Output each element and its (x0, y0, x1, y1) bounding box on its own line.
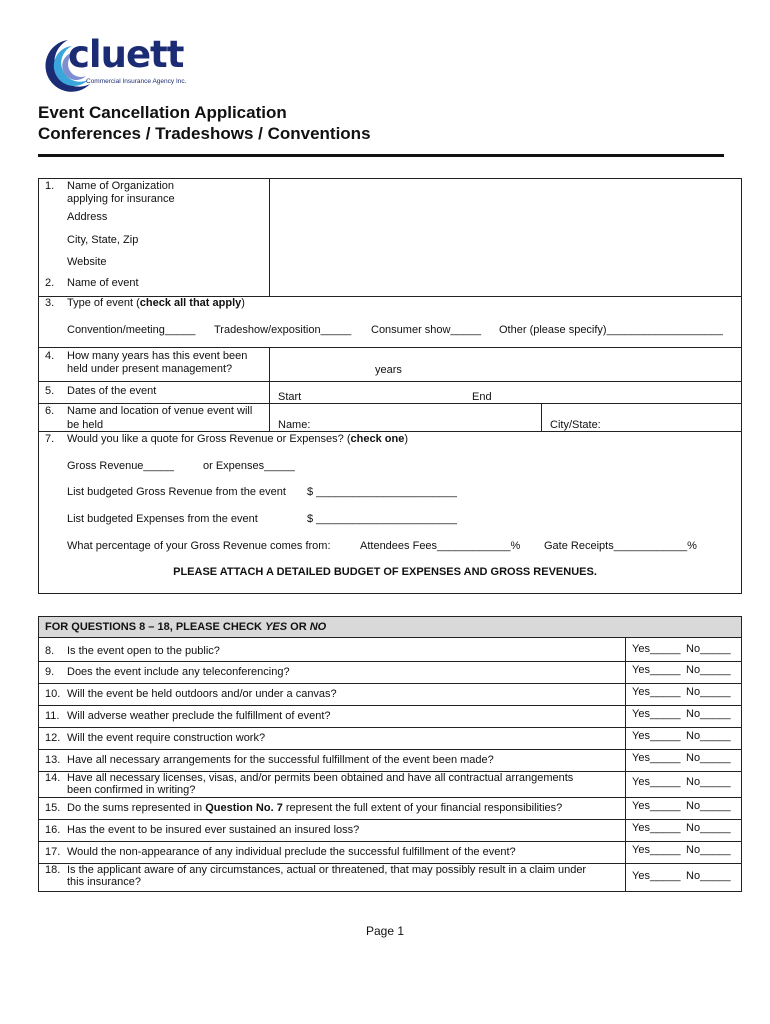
event-type-other[interactable]: Other (please specify)___________________ (499, 324, 723, 336)
q6-label-cont: be held (67, 419, 104, 431)
q5-label: Dates of the event (67, 385, 157, 397)
question-number: 9. (45, 666, 55, 678)
question-text: Do the sums represented in Question No. 7 represent the full extent of your financial responsibilities? (67, 802, 563, 814)
start-date-label[interactable]: Start (278, 391, 302, 403)
q7-number: 7. (45, 433, 55, 445)
event-type-convention[interactable]: Convention/meeting_____ (67, 324, 196, 336)
row-divider (38, 705, 742, 706)
question-text: Will adverse weather preclude the fulfillment of event? (67, 710, 331, 722)
no-checkbox[interactable]: No_____ (686, 870, 731, 882)
question-number: 8. (45, 645, 55, 657)
title-rule (38, 154, 724, 157)
q2-number: 2. (45, 277, 55, 289)
no-checkbox[interactable]: No_____ (686, 664, 731, 676)
question-text: Will the event require construction work? (67, 732, 266, 744)
question-text: Have all necessary licenses, visas, and/or permits been obtained and have all contractual arrangements (67, 772, 574, 784)
row-divider (38, 819, 742, 820)
q5-number: 5. (45, 385, 55, 397)
question-text: Does the event include any teleconferencing? (67, 666, 290, 678)
q1-label: Name of Organization (67, 180, 174, 192)
question-text: Has the event to be insured ever sustained an insured loss? (67, 824, 360, 836)
divider (38, 381, 742, 382)
event-type-consumer-show[interactable]: Consumer show_____ (371, 324, 482, 336)
yes-checkbox[interactable]: Yes_____ (632, 664, 681, 676)
percentage-label: What percentage of your Gross Revenue comes from: (67, 540, 331, 552)
q3-number: 3. (45, 297, 55, 309)
divider (625, 637, 626, 892)
row-divider (38, 841, 742, 842)
budget-gross-field[interactable]: $ _______________________ (307, 486, 457, 498)
website-field[interactable] (270, 251, 741, 273)
venue-name-label[interactable]: Name: (278, 419, 311, 431)
question-number: 11. (45, 710, 60, 722)
divider (38, 347, 742, 348)
website-label: Website (67, 256, 107, 268)
question-number: 16. (45, 824, 61, 836)
yes-checkbox[interactable]: Yes_____ (632, 708, 681, 720)
years-unit: years (375, 364, 402, 376)
question-number: 17. (45, 846, 61, 858)
page-subtitle: Conferences / Tradeshows / Conventions (38, 124, 371, 143)
q3-label: Type of event (check all that apply) (67, 297, 245, 309)
question-text: Have all necessary arrangements for the successful fulfillment of the event been made? (67, 754, 494, 766)
q4-label: How many years has this event been (67, 350, 248, 362)
question-text-cont: this insurance? (67, 876, 141, 888)
address-label: Address (67, 211, 108, 223)
q1-label-cont: applying for insurance (67, 193, 175, 205)
address-field[interactable] (270, 206, 741, 228)
yes-checkbox[interactable]: Yes_____ (632, 800, 681, 812)
question-number: 12. (45, 732, 61, 744)
company-logo (38, 33, 198, 96)
no-checkbox[interactable]: No_____ (686, 776, 731, 788)
yes-checkbox[interactable]: Yes_____ (632, 822, 681, 834)
q4-label-cont: held under present management? (67, 363, 233, 375)
yes-checkbox[interactable]: Yes_____ (632, 643, 681, 655)
no-checkbox[interactable]: No_____ (686, 730, 731, 742)
logo-wordmark: cluett (68, 33, 184, 76)
yes-checkbox[interactable]: Yes_____ (632, 870, 681, 882)
yes-checkbox[interactable]: Yes_____ (632, 686, 681, 698)
row-divider (38, 661, 742, 662)
divider (38, 431, 742, 432)
city-state-zip-label: City, State, Zip (67, 234, 139, 246)
yes-checkbox[interactable]: Yes_____ (632, 776, 681, 788)
venue-city-state-label[interactable]: City/State: (550, 419, 601, 431)
end-date-label[interactable]: End (472, 391, 492, 403)
q4-number: 4. (45, 350, 55, 362)
questions-header: FOR QUESTIONS 8 – 18, PLEASE CHECK YES OR NO (45, 621, 327, 633)
logo-tagline: Commercial Insurance Agency Inc. (86, 78, 187, 85)
question-number: 14. (45, 772, 61, 784)
budget-gross-label: List budgeted Gross Revenue from the event (67, 486, 286, 498)
no-checkbox[interactable]: No_____ (686, 752, 731, 764)
row-divider (38, 797, 742, 798)
page-title: Event Cancellation Application (38, 103, 287, 122)
no-checkbox[interactable]: No_____ (686, 708, 731, 720)
budget-expenses-label: List budgeted Expenses from the event (67, 513, 258, 525)
q7-label: Would you like a quote for Gross Revenue or Expenses? (check one) (67, 433, 408, 445)
q2-label: Name of event (67, 277, 139, 289)
q6-number: 6. (45, 405, 55, 417)
attach-budget-notice: PLEASE ATTACH A DETAILED BUDGET OF EXPENSES AND GROSS REVENUES. (173, 566, 597, 578)
question-number: 18. (45, 864, 61, 876)
row-divider (38, 727, 742, 728)
no-checkbox[interactable]: No_____ (686, 686, 731, 698)
attendees-fees-field[interactable]: Attendees Fees____________% (360, 540, 521, 552)
organization-name-field[interactable] (270, 179, 741, 205)
q1-number: 1. (45, 180, 55, 192)
question-number: 13. (45, 754, 61, 766)
yes-checkbox[interactable]: Yes_____ (632, 844, 681, 856)
expenses-option[interactable]: or Expenses_____ (203, 460, 295, 472)
years-field[interactable] (270, 348, 370, 380)
event-name-field[interactable] (270, 273, 741, 295)
gate-receipts-field[interactable]: Gate Receipts____________% (544, 540, 697, 552)
divider (38, 637, 742, 638)
no-checkbox[interactable]: No_____ (686, 643, 731, 655)
yes-checkbox[interactable]: Yes_____ (632, 730, 681, 742)
no-checkbox[interactable]: No_____ (686, 844, 731, 856)
page-number: Page 1 (365, 924, 405, 938)
question-text: Is the event open to the public? (67, 645, 220, 657)
question-text: Is the applicant aware of any circumstances, actual or threatened, that may possibly result in a claim under (67, 864, 587, 876)
q6-label: Name and location of venue event will (67, 405, 253, 417)
question-number: 10. (45, 688, 61, 700)
event-type-tradeshow[interactable]: Tradeshow/exposition_____ (214, 324, 352, 336)
budget-expenses-field[interactable]: $ _______________________ (307, 513, 457, 525)
question-number: 15. (45, 802, 61, 814)
question-text-cont: been confirmed in writing? (67, 784, 196, 796)
question-text: Would the non-appearance of any individual preclude the successful fulfillment of the event? (67, 846, 516, 858)
no-checkbox[interactable]: No_____ (686, 822, 731, 834)
yes-checkbox[interactable]: Yes_____ (632, 752, 681, 764)
question-text: Will the event be held outdoors and/or under a canvas? (67, 688, 337, 700)
no-checkbox[interactable]: No_____ (686, 800, 731, 812)
row-divider (38, 749, 742, 750)
row-divider (38, 683, 742, 684)
divider (541, 403, 542, 431)
gross-revenue-option[interactable]: Gross Revenue_____ (67, 460, 175, 472)
city-state-zip-field[interactable] (270, 229, 741, 251)
divider (38, 403, 742, 404)
